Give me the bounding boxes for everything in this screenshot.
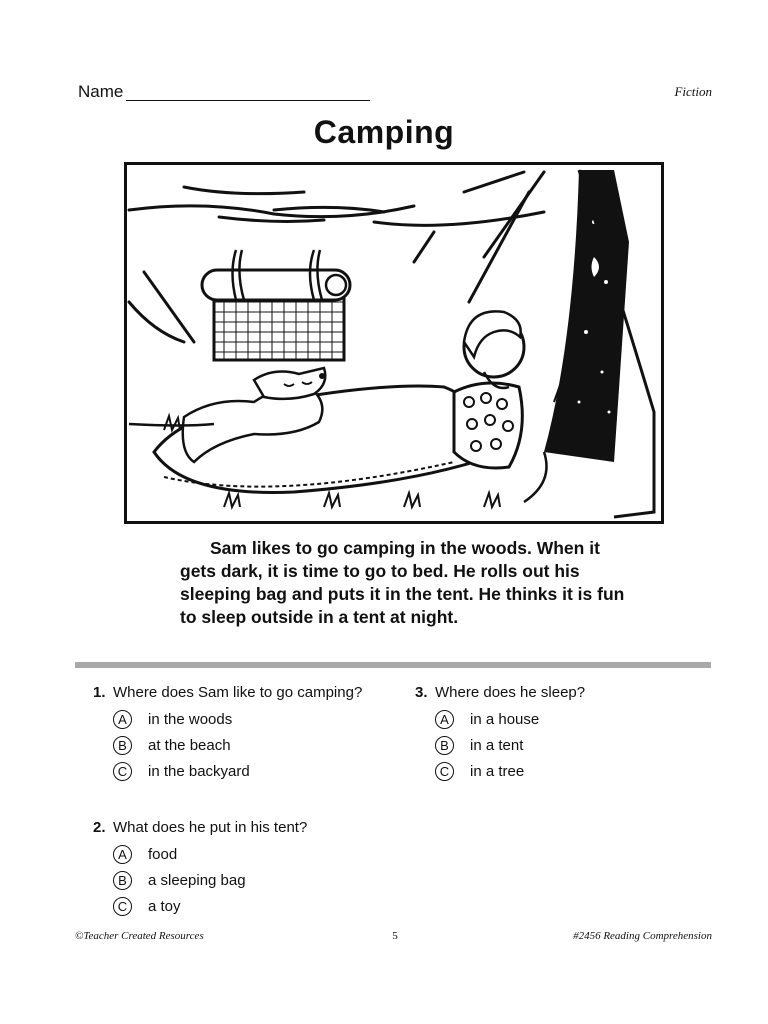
option-text: in a tent — [470, 736, 524, 754]
footer-page-number: 5 — [392, 930, 398, 942]
bubble-icon[interactable]: A — [113, 710, 132, 729]
question-text: What does he put in his tent? — [113, 819, 308, 836]
answer-option-b[interactable] — [113, 867, 373, 893]
bubble-icon[interactable]: C — [113, 762, 132, 781]
answer-option-b[interactable] — [435, 732, 695, 758]
answer-option-a[interactable] — [113, 841, 373, 867]
option-text: a toy — [148, 897, 181, 915]
camping-illustration — [124, 162, 664, 524]
name-blank-line[interactable] — [126, 100, 370, 101]
name-label: Name — [78, 82, 124, 101]
answer-option-a[interactable] — [113, 706, 373, 732]
option-text: in a tree — [470, 762, 525, 780]
option-text: a sleeping bag — [148, 871, 246, 889]
option-text: in a house — [470, 710, 540, 728]
bubble-icon[interactable]: B — [435, 736, 454, 755]
answer-option-c[interactable] — [113, 893, 373, 919]
bubble-icon[interactable]: A — [113, 845, 132, 864]
bubble-icon[interactable]: B — [113, 871, 132, 890]
bubble-icon[interactable]: C — [113, 897, 132, 916]
question-3 — [415, 683, 695, 784]
bubble-icon[interactable]: B — [113, 736, 132, 755]
question-text: Where does he sleep? — [435, 684, 586, 701]
question-number: 2. — [93, 819, 106, 836]
answer-option-c[interactable] — [435, 758, 695, 784]
question-1 — [93, 683, 373, 784]
answer-option-c[interactable] — [113, 758, 373, 784]
answer-option-b[interactable] — [113, 732, 373, 758]
section-divider — [75, 662, 711, 668]
bubble-icon[interactable]: A — [435, 710, 454, 729]
genre-label: Fiction — [674, 84, 712, 99]
story-text: Sam likes to go camping in the woods. When it gets dark, it is time to go to bed. He rolls out his sleeping bag and puts it in the tent. He thinks it is fun to sleep outside in a tent at night. — [180, 538, 625, 627]
answer-option-a[interactable] — [435, 706, 695, 732]
question-2 — [93, 818, 373, 919]
question-text: Where does Sam like to go camping? — [113, 684, 363, 701]
option-text: in the woods — [148, 710, 233, 728]
question-number: 1. — [93, 684, 106, 701]
question-number: 3. — [415, 684, 428, 701]
footer-copyright: ©Teacher Created Resources — [75, 930, 204, 942]
option-text: at the beach — [148, 736, 231, 754]
bubble-icon[interactable]: C — [435, 762, 454, 781]
footer-book-title: #2456 Reading Comprehension — [573, 930, 712, 942]
option-text: in the backyard — [148, 762, 250, 780]
option-text: food — [148, 845, 178, 863]
page-title: Camping — [313, 114, 455, 150]
